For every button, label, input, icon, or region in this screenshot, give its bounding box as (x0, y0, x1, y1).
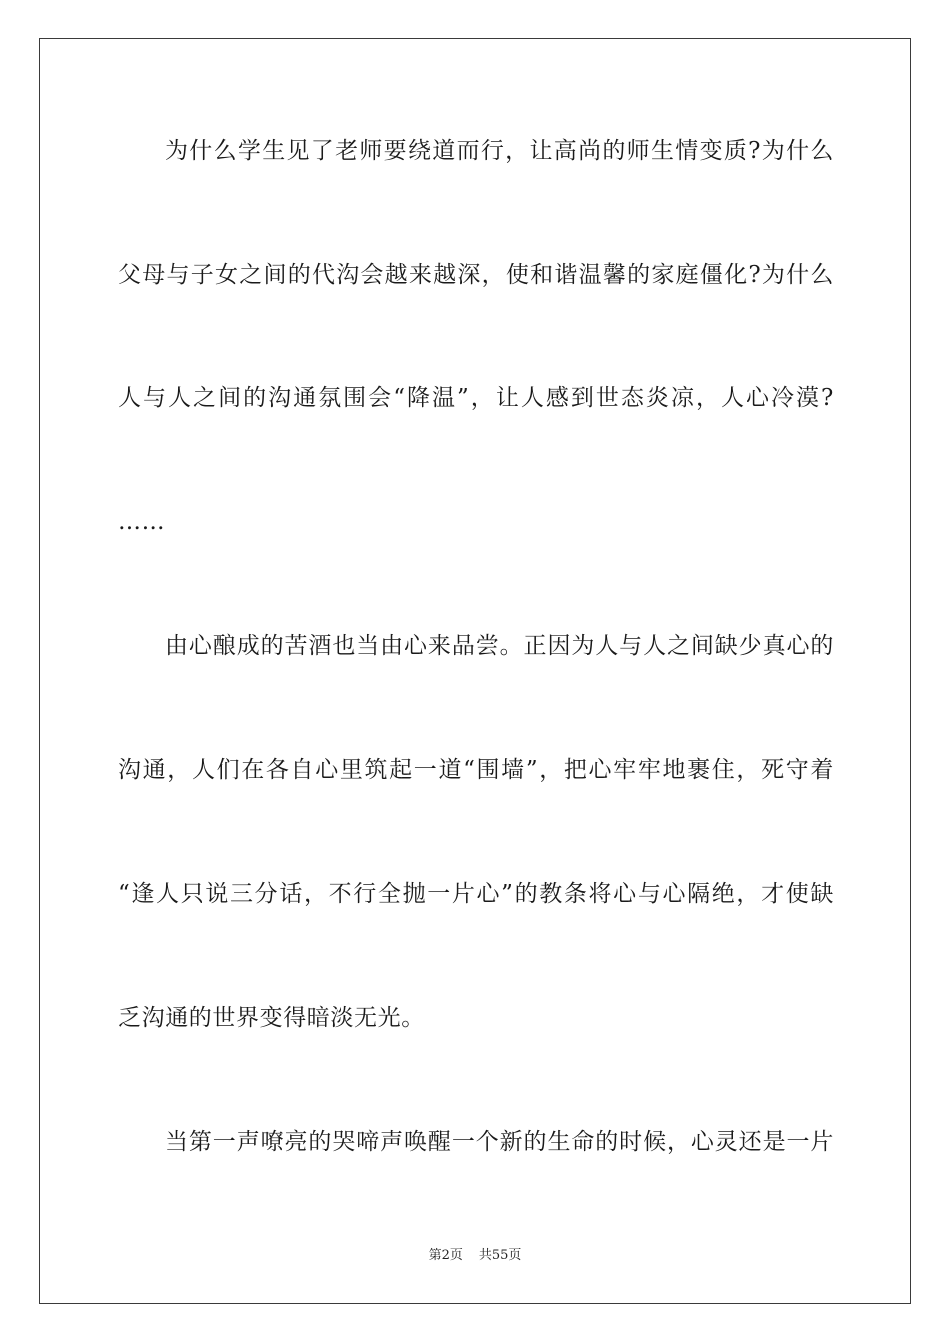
paragraph-1-line-4: …… (118, 509, 166, 535)
paragraph-1-line-3: 人与人之间的沟通氛围会“降温”，让人感到世态炎凉，人心冷漠? (118, 385, 834, 411)
paragraph-2-line-2: 沟通，人们在各自心里筑起一道“围墙”，把心牢牢地裹住，死守着 (118, 757, 834, 783)
page-number: 第2页 (428, 1248, 463, 1263)
page-total: 共55页 (478, 1248, 522, 1263)
paragraph-3-line-1: 当第一声嘹亮的哭啼声唤醒一个新的生命的时候，心灵还是一片 (165, 1129, 834, 1155)
page-footer (0, 1247, 950, 1265)
paragraph-2-line-4: 乏沟通的世界变得暗淡无光。 (118, 1005, 425, 1031)
paragraph-1-line-2: 父母与子女之间的代沟会越来越深，使和谐温馨的家庭僵化?为什么 (118, 262, 834, 288)
paragraph-2-line-1: 由心酿成的苦酒也当由心来品尝。正因为人与人之间缺少真心的 (165, 633, 834, 659)
page-border (39, 38, 911, 1304)
paragraph-1-line-1: 为什么学生见了老师要绕道而行，让高尚的师生情变质?为什么 (165, 138, 834, 164)
paragraph-2-line-3: “逢人只说三分话，不行全抛一片心”的教条将心与心隔绝，才使缺 (118, 881, 834, 907)
